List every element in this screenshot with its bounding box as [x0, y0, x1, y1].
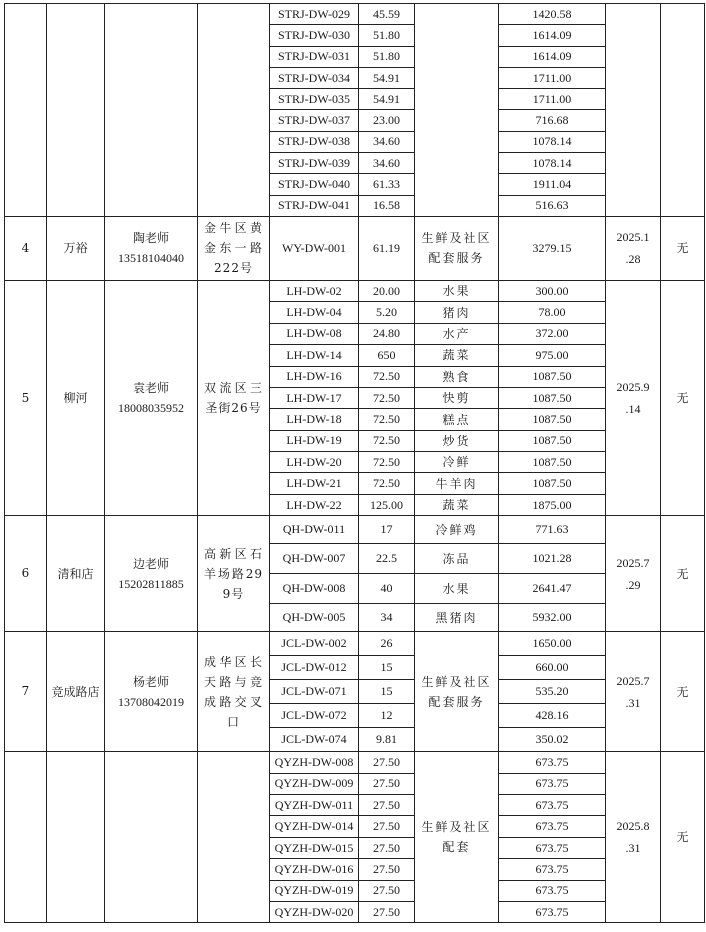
date-cell	[606, 4, 661, 217]
use-cell: 生鲜及社区配套服务	[415, 216, 499, 280]
rent-cell: 1711.00	[499, 67, 606, 88]
rent-cell: 673.75	[499, 795, 606, 816]
no-cell: 7	[5, 632, 47, 752]
area-cell: 34.60	[359, 131, 415, 152]
code-cell: JCL-DW-002	[270, 632, 359, 656]
rent-cell: 660.00	[499, 656, 606, 680]
area-cell: 72.50	[359, 430, 415, 451]
area-cell: 27.50	[359, 752, 415, 773]
table-row	[5, 752, 705, 773]
address-text: 金牛区黄金东一路222号	[204, 221, 263, 276]
date-line-2: .28	[625, 252, 641, 267]
address-text: 高新区石羊场路299号	[204, 546, 263, 601]
area-cell: 27.50	[359, 880, 415, 901]
code-cell: QYZH-DW-009	[270, 773, 359, 794]
note-cell: 无	[661, 752, 705, 923]
date-cell	[606, 752, 661, 923]
area-cell: 51.80	[359, 46, 415, 67]
table-row	[5, 280, 705, 301]
code-cell: JCL-DW-071	[270, 680, 359, 704]
rent-cell: 350.02	[499, 728, 606, 752]
use-cell: 水产	[415, 323, 499, 344]
code-cell: LH-DW-18	[270, 409, 359, 430]
code-cell: JCL-DW-012	[270, 656, 359, 680]
rent-cell: 1078.14	[499, 131, 606, 152]
note-cell: 无	[661, 516, 705, 632]
area-cell: 22.5	[359, 544, 415, 574]
code-cell: LH-DW-17	[270, 387, 359, 408]
table-row	[5, 516, 705, 544]
area-cell: 650	[359, 345, 415, 366]
rent-cell: 428.16	[499, 704, 606, 728]
rent-cell: 975.00	[499, 345, 606, 366]
code-cell: QYZH-DW-020	[270, 902, 359, 923]
code-cell: QH-DW-007	[270, 544, 359, 574]
area-cell: 27.50	[359, 816, 415, 837]
rent-cell: 771.63	[499, 516, 606, 544]
area-cell: 27.50	[359, 902, 415, 923]
note-cell: 无	[661, 632, 705, 752]
use-cell: 糕点	[415, 409, 499, 430]
code-cell: LH-DW-14	[270, 345, 359, 366]
area-cell: 61.19	[359, 216, 415, 280]
code-cell: JCL-DW-074	[270, 728, 359, 752]
note-cell	[661, 4, 705, 217]
rent-cell: 1087.50	[499, 473, 606, 494]
use-cell: 冻品	[415, 544, 499, 574]
area-cell: 27.50	[359, 837, 415, 858]
rent-cell: 1614.09	[499, 25, 606, 46]
use-cell: 蔬菜	[415, 494, 499, 515]
name-cell	[47, 752, 105, 923]
contact-cell	[105, 752, 198, 923]
date-cell	[606, 516, 661, 632]
name-cell	[47, 4, 105, 217]
contact-name: 陶老师	[132, 231, 169, 246]
contact-name: 边老师	[132, 556, 169, 571]
contact-cell	[105, 280, 198, 515]
rent-cell: 372.00	[499, 323, 606, 344]
area-cell: 54.91	[359, 67, 415, 88]
area-cell: 27.50	[359, 795, 415, 816]
date-line-2: .29	[625, 577, 641, 592]
lease-table	[4, 3, 705, 923]
table-row	[5, 4, 705, 25]
code-cell: WY-DW-001	[270, 216, 359, 280]
area-cell: 34	[359, 604, 415, 632]
use-cell	[415, 4, 499, 217]
code-cell: LH-DW-20	[270, 452, 359, 473]
code-cell: STRJ-DW-038	[270, 131, 359, 152]
rent-cell: 1087.50	[499, 430, 606, 451]
area-cell: 12	[359, 704, 415, 728]
rent-cell: 1420.58	[499, 4, 606, 25]
no-cell: 5	[5, 280, 47, 515]
area-cell: 15	[359, 656, 415, 680]
address-cell	[198, 516, 270, 632]
rent-cell: 535.20	[499, 680, 606, 704]
code-cell: JCL-DW-072	[270, 704, 359, 728]
code-cell: QH-DW-008	[270, 574, 359, 604]
date-cell	[606, 216, 661, 280]
code-cell: LH-DW-22	[270, 494, 359, 515]
rent-cell: 673.75	[499, 902, 606, 923]
name-cell: 清和店	[47, 516, 105, 632]
date-cell	[606, 280, 661, 515]
address-cell	[198, 216, 270, 280]
code-cell: STRJ-DW-040	[270, 174, 359, 195]
rent-cell: 673.75	[499, 752, 606, 773]
code-cell: QYZH-DW-014	[270, 816, 359, 837]
address-cell	[198, 632, 270, 752]
use-cell: 牛羊肉	[415, 473, 499, 494]
name-cell: 柳河	[47, 280, 105, 515]
area-cell: 45.59	[359, 4, 415, 25]
rent-cell: 78.00	[499, 302, 606, 323]
address-cell	[198, 4, 270, 217]
area-cell: 61.33	[359, 174, 415, 195]
rent-cell: 1875.00	[499, 494, 606, 515]
code-cell: LH-DW-04	[270, 302, 359, 323]
contact-cell	[105, 516, 198, 632]
code-cell: STRJ-DW-030	[270, 25, 359, 46]
area-cell: 16.58	[359, 195, 415, 216]
rent-cell: 516.63	[499, 195, 606, 216]
area-cell: 72.50	[359, 452, 415, 473]
rent-cell: 300.00	[499, 280, 606, 301]
code-cell: QYZH-DW-016	[270, 859, 359, 880]
address-cell	[198, 752, 270, 923]
rent-cell: 3279.15	[499, 216, 606, 280]
rent-cell: 1614.09	[499, 46, 606, 67]
area-cell: 15	[359, 680, 415, 704]
contact-phone: 15202811885	[118, 576, 184, 591]
area-cell: 72.50	[359, 366, 415, 387]
use-cell: 生鲜及社区配套服务	[415, 632, 499, 752]
no-cell	[5, 4, 47, 217]
code-cell: LH-DW-21	[270, 473, 359, 494]
rent-cell: 2641.47	[499, 574, 606, 604]
note-cell: 无	[661, 216, 705, 280]
code-cell: LH-DW-19	[270, 430, 359, 451]
contact-name: 杨老师	[132, 674, 169, 689]
use-cell: 炒货	[415, 430, 499, 451]
use-cell: 冷鲜鸡	[415, 516, 499, 544]
area-cell: 26	[359, 632, 415, 656]
date-cell	[606, 632, 661, 752]
code-cell: STRJ-DW-041	[270, 195, 359, 216]
area-cell: 72.50	[359, 409, 415, 430]
use-cell: 水果	[415, 280, 499, 301]
area-cell: 23.00	[359, 110, 415, 131]
rent-cell: 673.75	[499, 816, 606, 837]
rent-cell: 673.75	[499, 880, 606, 901]
code-cell: QYZH-DW-011	[270, 795, 359, 816]
rent-cell: 673.75	[499, 837, 606, 858]
rent-cell: 716.68	[499, 110, 606, 131]
rent-cell: 1650.00	[499, 632, 606, 656]
rent-cell: 1087.50	[499, 452, 606, 473]
table-row	[5, 216, 705, 280]
code-cell: QYZH-DW-008	[270, 752, 359, 773]
address-text: 成华区长天路与竞成路交叉口	[204, 654, 263, 729]
code-cell: LH-DW-08	[270, 323, 359, 344]
area-cell: 40	[359, 574, 415, 604]
table-row	[5, 632, 705, 656]
use-cell: 黑猪肉	[415, 604, 499, 632]
code-cell: QYZH-DW-019	[270, 880, 359, 901]
no-cell: 6	[5, 516, 47, 632]
area-cell: 72.50	[359, 387, 415, 408]
rent-cell: 673.75	[499, 859, 606, 880]
use-cell: 生鲜及社区配套	[415, 752, 499, 923]
area-cell: 20.00	[359, 280, 415, 301]
table-body	[5, 4, 705, 923]
area-cell: 17	[359, 516, 415, 544]
contact-phone: 18008035952	[118, 401, 184, 416]
area-cell: 27.50	[359, 859, 415, 880]
no-cell: 4	[5, 216, 47, 280]
use-cell: 猪肉	[415, 302, 499, 323]
contact-phone: 13708042019	[118, 694, 184, 709]
date-line-2: .31	[625, 695, 641, 710]
use-cell: 冷鲜	[415, 452, 499, 473]
code-cell: STRJ-DW-039	[270, 153, 359, 174]
address-cell	[198, 280, 270, 515]
use-cell: 快剪	[415, 387, 499, 408]
date-line-1: 2025.9	[616, 380, 650, 395]
rent-cell: 1021.28	[499, 544, 606, 574]
area-cell: 125.00	[359, 494, 415, 515]
code-cell: STRJ-DW-031	[270, 46, 359, 67]
rent-cell: 1711.00	[499, 89, 606, 110]
rent-cell: 1078.14	[499, 153, 606, 174]
code-cell: QH-DW-011	[270, 516, 359, 544]
rent-cell: 1087.50	[499, 366, 606, 387]
area-cell: 51.80	[359, 25, 415, 46]
rent-cell: 1087.50	[499, 409, 606, 430]
contact-cell	[105, 632, 198, 752]
address-text: 双流区三圣街26号	[204, 381, 263, 416]
contact-phone: 13518104040	[118, 251, 184, 266]
rent-cell: 1911.04	[499, 174, 606, 195]
code-cell: STRJ-DW-034	[270, 67, 359, 88]
code-cell: STRJ-DW-029	[270, 4, 359, 25]
rent-cell: 673.75	[499, 773, 606, 794]
contact-name: 袁老师	[132, 381, 169, 396]
name-cell: 万裕	[47, 216, 105, 280]
use-cell: 熟食	[415, 366, 499, 387]
area-cell: 72.50	[359, 473, 415, 494]
area-cell: 9.81	[359, 728, 415, 752]
date-line-1: 2025.7	[616, 555, 650, 570]
contact-cell	[105, 4, 198, 217]
date-line-2: .31	[625, 841, 641, 856]
rent-cell: 5932.00	[499, 604, 606, 632]
code-cell: STRJ-DW-035	[270, 89, 359, 110]
code-cell: QH-DW-005	[270, 604, 359, 632]
area-cell: 54.91	[359, 89, 415, 110]
area-cell: 34.60	[359, 153, 415, 174]
code-cell: LH-DW-02	[270, 280, 359, 301]
contact-cell	[105, 216, 198, 280]
area-cell: 27.50	[359, 773, 415, 794]
use-cell: 蔬菜	[415, 345, 499, 366]
date-line-2: .14	[625, 402, 641, 417]
note-cell: 无	[661, 280, 705, 515]
use-cell: 水果	[415, 574, 499, 604]
date-line-1: 2025.7	[616, 673, 650, 688]
date-line-1: 2025.8	[616, 819, 650, 834]
code-cell: QYZH-DW-015	[270, 837, 359, 858]
no-cell	[5, 752, 47, 923]
code-cell: STRJ-DW-037	[270, 110, 359, 131]
code-cell: LH-DW-16	[270, 366, 359, 387]
name-cell: 竞成路店	[47, 632, 105, 752]
area-cell: 5.20	[359, 302, 415, 323]
rent-cell: 1087.50	[499, 387, 606, 408]
area-cell: 24.80	[359, 323, 415, 344]
date-line-1: 2025.1	[616, 230, 650, 245]
